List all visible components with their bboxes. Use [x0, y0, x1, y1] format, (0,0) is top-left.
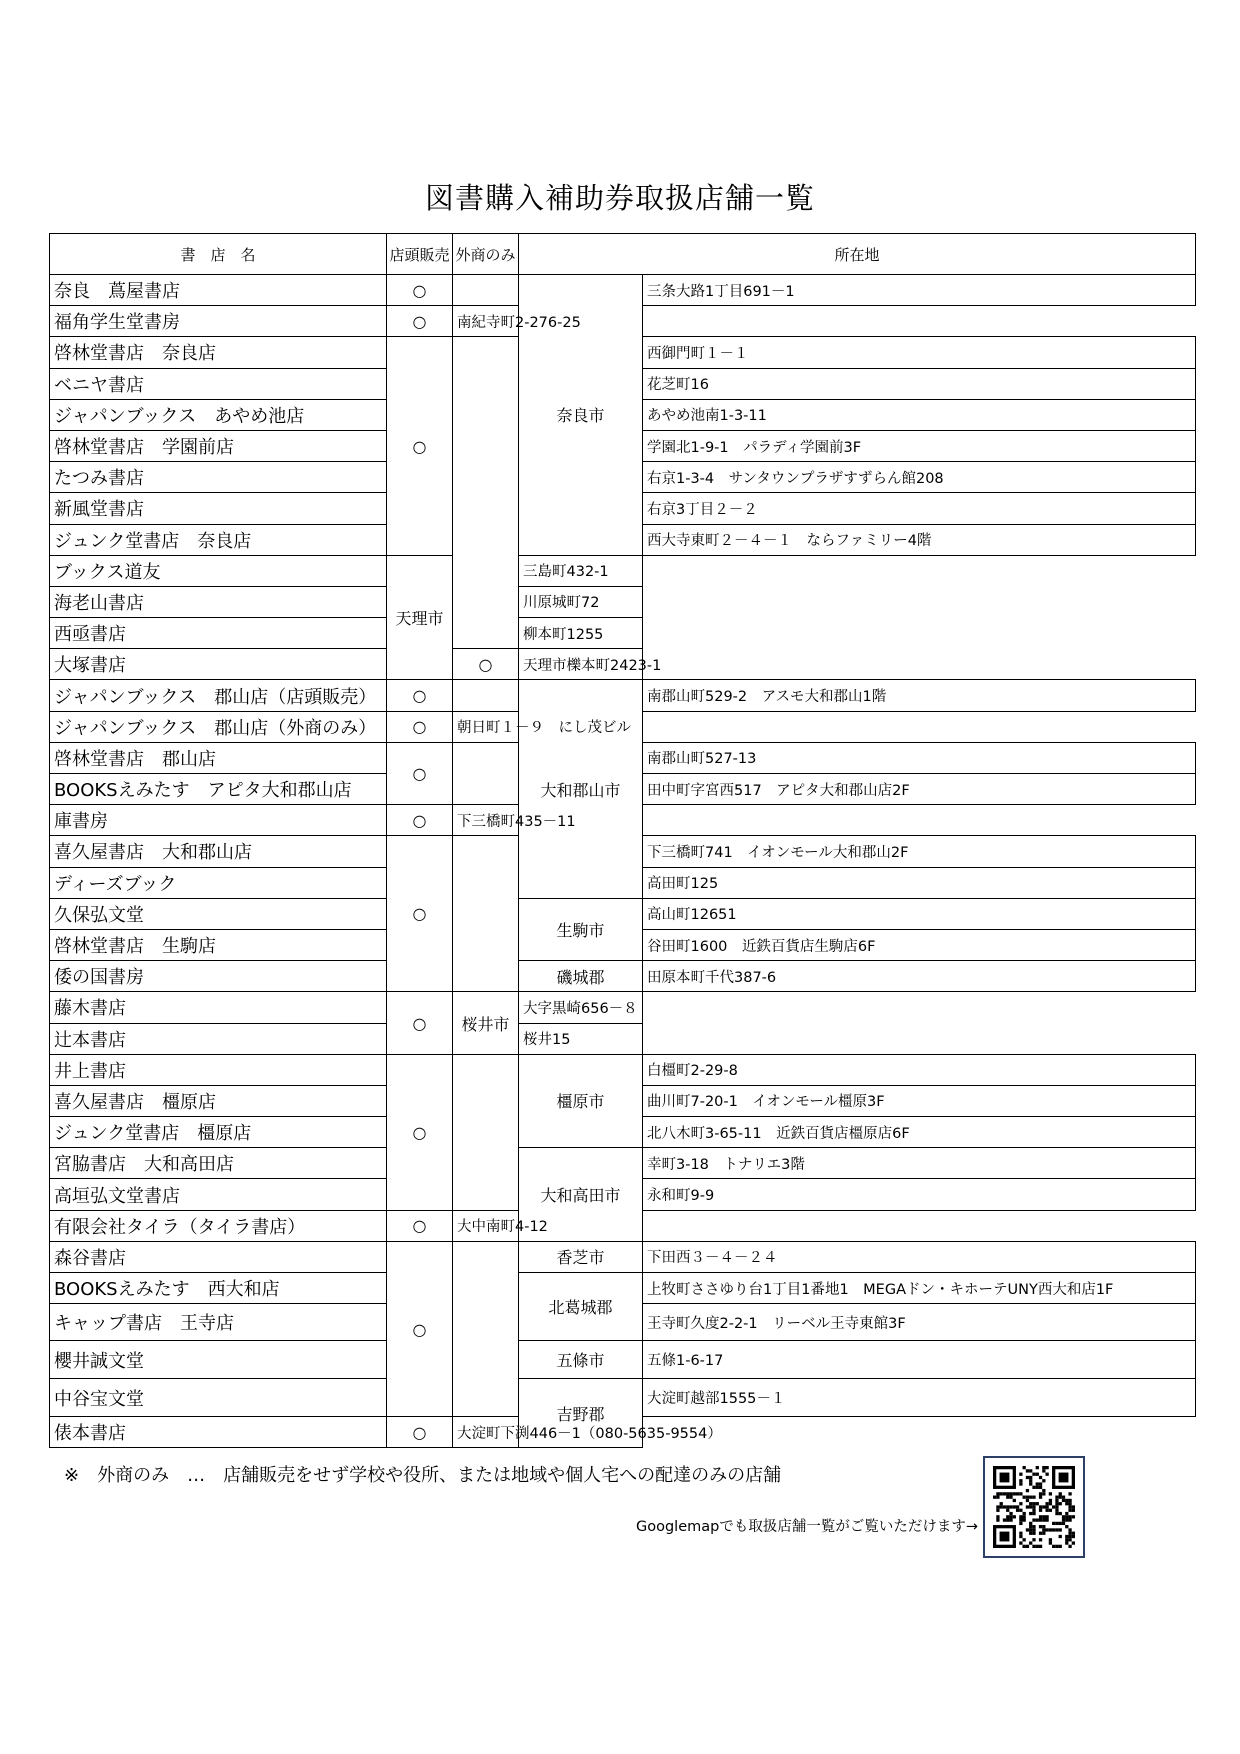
outside-cell — [453, 836, 519, 992]
store-address: 田中町字宮西517 アピタ大和郡山店2F — [643, 774, 1196, 805]
store-name: 俵本書店 — [50, 1417, 387, 1448]
table-row — [50, 1148, 1196, 1179]
city-name: 桜井市 — [453, 992, 519, 1054]
store-address: 高山町12651 — [643, 898, 1196, 929]
googlemap-text: Googlemapでも取扱店舗一覧がご覧いただけます→ — [636, 1519, 978, 1535]
city-name: 香芝市 — [519, 1241, 643, 1272]
store-name: 櫻井誠文堂 — [50, 1341, 387, 1379]
outside-cell: ○ — [387, 805, 453, 836]
outside-cell: ○ — [387, 1210, 453, 1241]
outside-cell: ○ — [387, 711, 453, 742]
store-name: 啓林堂書店 生駒店 — [50, 929, 387, 960]
store-address: 谷田町1600 近鉄百貨店生駒店6F — [643, 929, 1196, 960]
store-address: 幸町3-18 トナリエ3階 — [643, 1148, 1196, 1179]
store-name: 海老山書店 — [50, 586, 387, 617]
store-address: 桜井15 — [519, 1023, 643, 1054]
store-address: 大中南町4-12 — [453, 1210, 519, 1241]
store-name: たつみ書店 — [50, 462, 387, 493]
store-address: あやめ池南1-3-11 — [643, 399, 1196, 430]
table-row — [50, 1054, 1196, 1085]
store-name: 有限会社タイラ（タイラ書店） — [50, 1210, 387, 1241]
retail-cell: ○ — [387, 275, 453, 306]
city-name: 天理市 — [387, 555, 453, 680]
city-name: 生駒市 — [519, 898, 643, 960]
store-address: 花芝町16 — [643, 368, 1196, 399]
store-address: 柳本町1255 — [519, 618, 643, 649]
store-address: 大字黒崎656－８ — [519, 992, 643, 1023]
store-address: 下田西３－４－２４ — [643, 1241, 1196, 1272]
outside-cell — [453, 1054, 519, 1210]
store-name: 森谷書店 — [50, 1241, 387, 1272]
table-row — [50, 275, 1196, 306]
qr-code-graphic — [993, 1466, 1075, 1548]
outside-cell: ○ — [387, 1417, 453, 1448]
store-name: 啓林堂書店 学園前店 — [50, 430, 387, 461]
header-store: 書 店 名 — [50, 234, 387, 275]
retail-cell: ○ — [387, 1241, 453, 1416]
store-address: 学園北1-9-1 パラディ学園前3F — [643, 430, 1196, 461]
store-name: 久保弘文堂 — [50, 898, 387, 929]
store-table — [49, 233, 1196, 1448]
store-address: 天理市櫟本町2423-1 — [519, 649, 643, 680]
outside-cell — [453, 275, 519, 306]
store-name: ジャパンブックス 郡山店（外商のみ） — [50, 711, 387, 742]
table-row — [50, 680, 1196, 711]
store-address: 西御門町１－１ — [643, 337, 1196, 368]
store-name: 庫書房 — [50, 805, 387, 836]
store-name: 井上書店 — [50, 1054, 387, 1085]
table-row — [50, 1241, 1196, 1272]
table-row — [50, 1379, 1196, 1417]
table-header-row — [50, 234, 1196, 275]
store-name: ジャパンブックス 郡山店（店頭販売） — [50, 680, 387, 711]
store-address: 下三橋町741 イオンモール大和郡山2F — [643, 836, 1196, 867]
store-name: 奈良 蔦屋書店 — [50, 275, 387, 306]
store-address: 曲川町7-20-1 イオンモール橿原3F — [643, 1085, 1196, 1116]
store-name: ディーズブック — [50, 867, 387, 898]
outside-cell: ○ — [387, 992, 453, 1054]
store-name: ジュンク堂書店 橿原店 — [50, 1117, 387, 1148]
retail-cell: ○ — [387, 680, 453, 711]
store-address: 北八木町3-65-11 近鉄百貨店橿原店6F — [643, 1117, 1196, 1148]
store-name: BOOKSえみたす アピタ大和郡山店 — [50, 774, 387, 805]
city-name: 大和郡山市 — [519, 680, 643, 898]
store-name: 高垣弘文堂書店 — [50, 1179, 387, 1210]
store-name: 中谷宝文堂 — [50, 1379, 387, 1417]
table-row — [50, 649, 1196, 680]
table-row — [50, 586, 1196, 617]
store-address: 王寺町久度2-2-1 リーベル王寺東館3F — [643, 1304, 1196, 1341]
store-address: 高田町125 — [643, 867, 1196, 898]
store-name: 大塚書店 — [50, 649, 387, 680]
outside-cell: ○ — [387, 306, 453, 337]
store-name: 啓林堂書店 奈良店 — [50, 337, 387, 368]
store-address: 右京3丁目２－２ — [643, 493, 1196, 524]
store-address: 上牧町ささゆり台1丁目1番地1 MEGAドン・キホーテUNY西大和店1F — [643, 1273, 1196, 1304]
store-address: 西大寺東町２－４－１ ならファミリー4階 — [643, 524, 1196, 555]
outside-cell: ○ — [453, 649, 519, 680]
store-name: ジャパンブックス あやめ池店 — [50, 399, 387, 430]
table-row — [50, 1023, 1196, 1054]
table-row — [50, 961, 1196, 992]
header-outside: 外商のみ — [453, 234, 519, 275]
page-title: 図書購入補助券取扱店舗一覧 — [424, 181, 815, 215]
city-name: 大和高田市 — [519, 1148, 643, 1242]
store-name: 啓林堂書店 郡山店 — [50, 742, 387, 773]
store-name: ジュンク堂書店 奈良店 — [50, 524, 387, 555]
store-name: 喜久屋書店 大和郡山店 — [50, 836, 387, 867]
store-address: 下三橋町435－11 — [453, 805, 519, 836]
store-name: ベニヤ書店 — [50, 368, 387, 399]
city-name: 磯城郡 — [519, 961, 643, 992]
store-address: 南郡山町527-13 — [643, 742, 1196, 773]
store-address: 白橿町2-29-8 — [643, 1054, 1196, 1085]
footnote: ※ 外商のみ … 店舗販売をせず学校や役所、または地域や個人宅への配達のみの店舗 — [64, 1465, 782, 1486]
city-name: 橿原市 — [519, 1054, 643, 1148]
retail-cell: ○ — [387, 337, 453, 555]
store-address: 三島町432-1 — [519, 555, 643, 586]
store-name: 辻本書店 — [50, 1023, 387, 1054]
table-row — [50, 992, 1196, 1023]
outside-cell — [453, 680, 519, 711]
store-address: 南紀寺町2-276-25 — [453, 306, 519, 337]
store-address: 大淀町越部1555－１ — [643, 1379, 1196, 1417]
outside-cell — [453, 1241, 519, 1416]
store-name: キャップ書店 王寺店 — [50, 1304, 387, 1341]
outside-cell — [453, 742, 519, 804]
store-name: 倭の国書房 — [50, 961, 387, 992]
store-address: 五條1-6-17 — [643, 1341, 1196, 1379]
store-name: 新風堂書店 — [50, 493, 387, 524]
store-address: 田原本町千代387-6 — [643, 961, 1196, 992]
retail-cell: ○ — [387, 1054, 453, 1210]
store-name: 宮脇書店 大和高田店 — [50, 1148, 387, 1179]
store-address: 朝日町１－９ にし茂ビル — [453, 711, 519, 742]
header-retail: 店頭販売 — [387, 234, 453, 275]
city-name: 五條市 — [519, 1341, 643, 1379]
store-name: ブックス道友 — [50, 555, 387, 586]
table-row — [50, 618, 1196, 649]
retail-cell: ○ — [387, 742, 453, 804]
store-name: 西亟書店 — [50, 618, 387, 649]
table-row — [50, 1273, 1196, 1304]
city-name: 北葛城郡 — [519, 1273, 643, 1341]
store-address: 右京1-3-4 サンタウンプラザすずらん館208 — [643, 462, 1196, 493]
qr-code-icon[interactable] — [983, 1456, 1085, 1558]
outside-cell — [453, 337, 519, 649]
store-address: 大淀町下渕446－1（080-5635-9554） — [453, 1417, 519, 1448]
store-address: 永和町9-9 — [643, 1179, 1196, 1210]
store-name: BOOKSえみたす 西大和店 — [50, 1273, 387, 1304]
store-name: 喜久屋書店 橿原店 — [50, 1085, 387, 1116]
city-name: 吉野郡 — [519, 1379, 643, 1448]
retail-cell: ○ — [387, 836, 453, 992]
store-address: 川原城町72 — [519, 586, 643, 617]
store-name: 福角学生堂書房 — [50, 306, 387, 337]
store-address: 三条大路1丁目691－1 — [643, 275, 1196, 306]
store-address: 南郡山町529-2 アスモ大和郡山1階 — [643, 680, 1196, 711]
table-row — [50, 555, 1196, 586]
store-name: 藤木書店 — [50, 992, 387, 1023]
table-row — [50, 898, 1196, 929]
table-row — [50, 1341, 1196, 1379]
city-name: 奈良市 — [519, 275, 643, 556]
header-location: 所在地 — [519, 234, 1196, 275]
